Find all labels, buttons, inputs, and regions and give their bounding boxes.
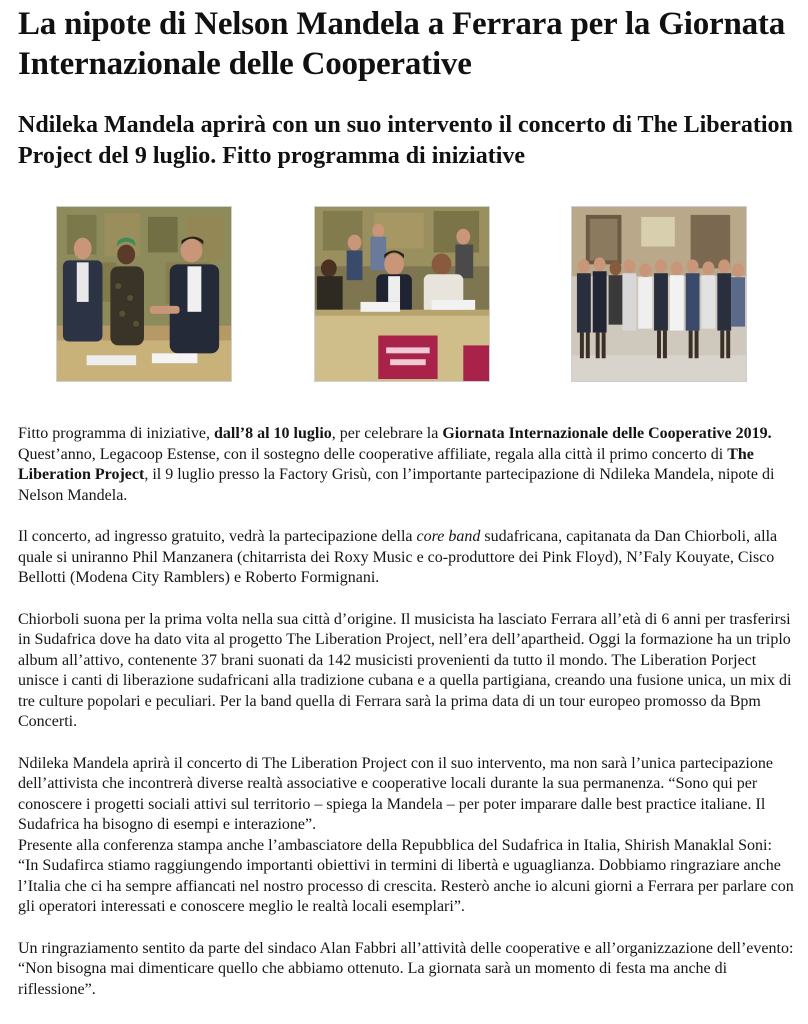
text-run: Il concerto, ad ingresso gratuito, vedrà la partecipazione della	[18, 528, 417, 545]
text-run: Quest’anno, Legacoop Estense, con il sostegno delle cooperative affiliate, regala alla città il primo concerto di	[18, 445, 728, 463]
group-photo	[571, 206, 747, 382]
band-name-highlight: The Liberation Project	[18, 445, 754, 483]
text-run: Fitto programma di iniziative,	[18, 425, 214, 442]
article-body	[18, 424, 794, 1021]
paragraph-6: Un ringraziamento sentito da parte del sindaco Alan Fabbri all’attività delle cooperative e all’organizzazione dell’evento: “Non bisogna mai dimenticare quello che abbiamo ottenuto. La giornata sarà un momento di festa ma anche di riflessione”.	[18, 939, 794, 998]
text-run: , per celebrare la	[331, 425, 443, 442]
text-run: , il 9 luglio presso la Factory Grisù, con l’importante partecipazione di Ndileka Mandela, nipote di Nelson Mandela.	[18, 466, 775, 504]
article-title: La nipote di Nelson Mandela a Ferrara per la Giornata Internazionale delle Cooperative	[18, 6, 785, 82]
paragraph-1	[18, 424, 794, 506]
article-subtitle: Ndileka Mandela aprirà con un suo intervento il concerto di The Liberation Project del 9 luglio. Fitto programma di iniziative	[18, 112, 793, 169]
text-run: sudafricana, capitanata da Dan Chiorboli, alla quale si uniranno Phil Manzanera (chitarrista dei Roxy Music e co-produttore dei Pink Floyd), N’Faly Kouyate, Cisco Bellotti (Modena City Ramblers) e Roberto Formignani.	[18, 528, 778, 586]
paragraph-5: Presente alla conferenza stampa anche l’ambasciatore della Repubblica del Sudafrica in Italia, Shirish Manaklal Soni: “In Sudafirca stiamo raggiungendo importanti obiettivi in termini di libertà e uguaglianza. Dobbiamo ringraziare anche l’Italia che ci ha sempre affiancati nel nostro processo di crescita. Resterò anche io alcuni giorni a Ferrara per parlare con gli operatori interessati e conoscere meglio le realtà locali esemplari”.	[18, 836, 794, 915]
paragraph-4: Ndileka Mandela aprirà il concerto di The Liberation Project con il suo intervento, ma non sarà l’unica partecipazione dell’attivista che incontrerà diverse realtà associative e cooperative locali durante la sua permanenza. “Sono qui per conoscere i progetti sociali attivi sul territorio – spiega la Mandela – per poter imparare dalle best practice italiane. Il Sudafrica ha bisogno di esempi e interazione”.	[18, 754, 773, 833]
event-name-highlight: Giornata Internazionale delle Cooperative 2019.	[442, 425, 772, 442]
press-conference-photo	[314, 206, 490, 382]
paragraph-2	[18, 527, 794, 589]
dates-highlight: dall’8 al 10 luglio	[213, 425, 332, 442]
core-band-italic: core band	[416, 528, 481, 545]
handshake-photo	[56, 206, 232, 382]
paragraph-3: Chiorboli suona per la prima volta nella sua città d’origine. Il musicista ha lasciato Ferrara all’età di 6 anni per trasferirsi in Sudafrica dove ha dato vita al progetto The Liberation Project, nell’era dell’apartheid. Oggi la formazione ha un triplo album all’attivo, contenente 37 brani suonati da 142 musicisti provenienti da tutto il mondo. The Liberation Porject unisce i canti di liberazione sudafricani alla tradizione cubana e a quella partigiana, creando una fusione unica, un mix di tre culture popolari e peculiari. Per la band quella di Ferrara sarà la prima data di un tour europeo promosso da Bpm Concerti.	[18, 610, 792, 730]
